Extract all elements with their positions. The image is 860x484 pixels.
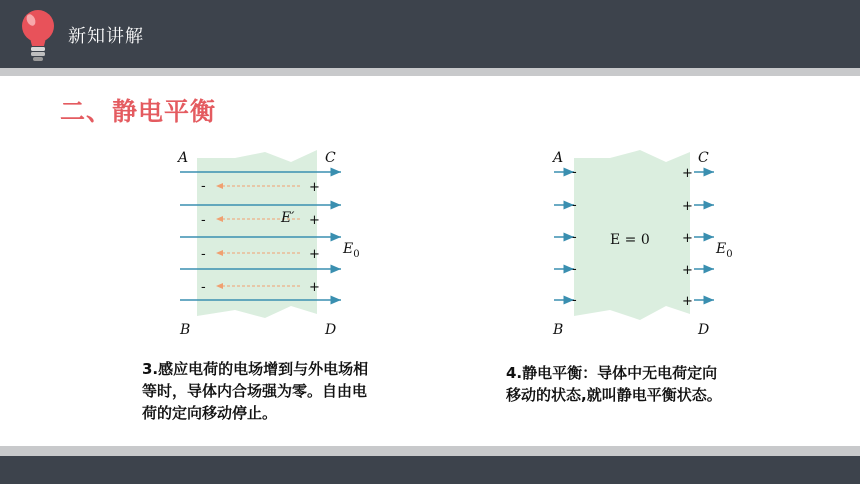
- header-divider: [0, 68, 860, 76]
- minus-charge: -: [572, 262, 577, 277]
- minus-charge: -: [201, 247, 206, 262]
- plus-charge: +: [682, 263, 693, 278]
- plus-charge: +: [682, 166, 693, 181]
- corner-label-c: C: [698, 150, 709, 166]
- corner-label-b: B: [180, 322, 191, 338]
- corner-label-a: A: [178, 150, 189, 166]
- plus-charge: +: [309, 213, 320, 228]
- plus-charge: +: [682, 294, 693, 309]
- zero-field-label: E = 0: [610, 232, 650, 248]
- minus-charge: -: [572, 230, 577, 245]
- caption-line: 荷的定向移动停止。: [142, 404, 278, 422]
- equilibrium-diagram: [540, 140, 755, 345]
- corner-label-c: C: [325, 150, 336, 166]
- minus-charge: -: [201, 179, 206, 194]
- caption-line: 4.静电平衡：导体中无电荷定向: [506, 364, 718, 382]
- conductor-slab: [197, 150, 317, 318]
- minus-charge: -: [201, 280, 206, 295]
- corner-label-d: D: [698, 322, 710, 338]
- plus-charge: +: [309, 280, 320, 295]
- footer-divider: [0, 446, 860, 456]
- lightbulb-icon: [18, 6, 58, 64]
- minus-charge: -: [572, 198, 577, 213]
- caption-line: 等时，导体内合场强为零。自由电: [142, 382, 368, 400]
- caption-line: 移动的状态,就叫静电平衡状态。: [506, 386, 722, 404]
- plus-charge: +: [309, 180, 320, 195]
- plus-charge: +: [682, 199, 693, 214]
- induced-field-label: E′: [281, 210, 295, 226]
- header-title: 新知讲解: [68, 26, 144, 47]
- external-field-stubs-left: [554, 172, 574, 300]
- external-field-stubs-right: [694, 172, 714, 300]
- footer-bar: [0, 456, 860, 484]
- corner-label-d: D: [325, 322, 337, 338]
- plus-charge: +: [682, 231, 693, 246]
- external-field-label: $E_0$: [343, 241, 360, 260]
- caption-induced-field: [142, 358, 368, 424]
- minus-charge: -: [572, 293, 577, 308]
- induced-field-diagram: [165, 140, 380, 345]
- section-title: 二、静电平衡: [60, 97, 217, 126]
- minus-charge: -: [572, 165, 577, 180]
- caption-line: 3.感应电荷的电场增到与外电场相: [142, 360, 369, 378]
- corner-label-a: A: [553, 150, 564, 166]
- caption-equilibrium: [506, 362, 722, 406]
- corner-label-b: B: [553, 322, 564, 338]
- plus-charge: +: [309, 247, 320, 262]
- external-field-label: $E_0$: [716, 241, 733, 260]
- minus-charge: -: [201, 213, 206, 228]
